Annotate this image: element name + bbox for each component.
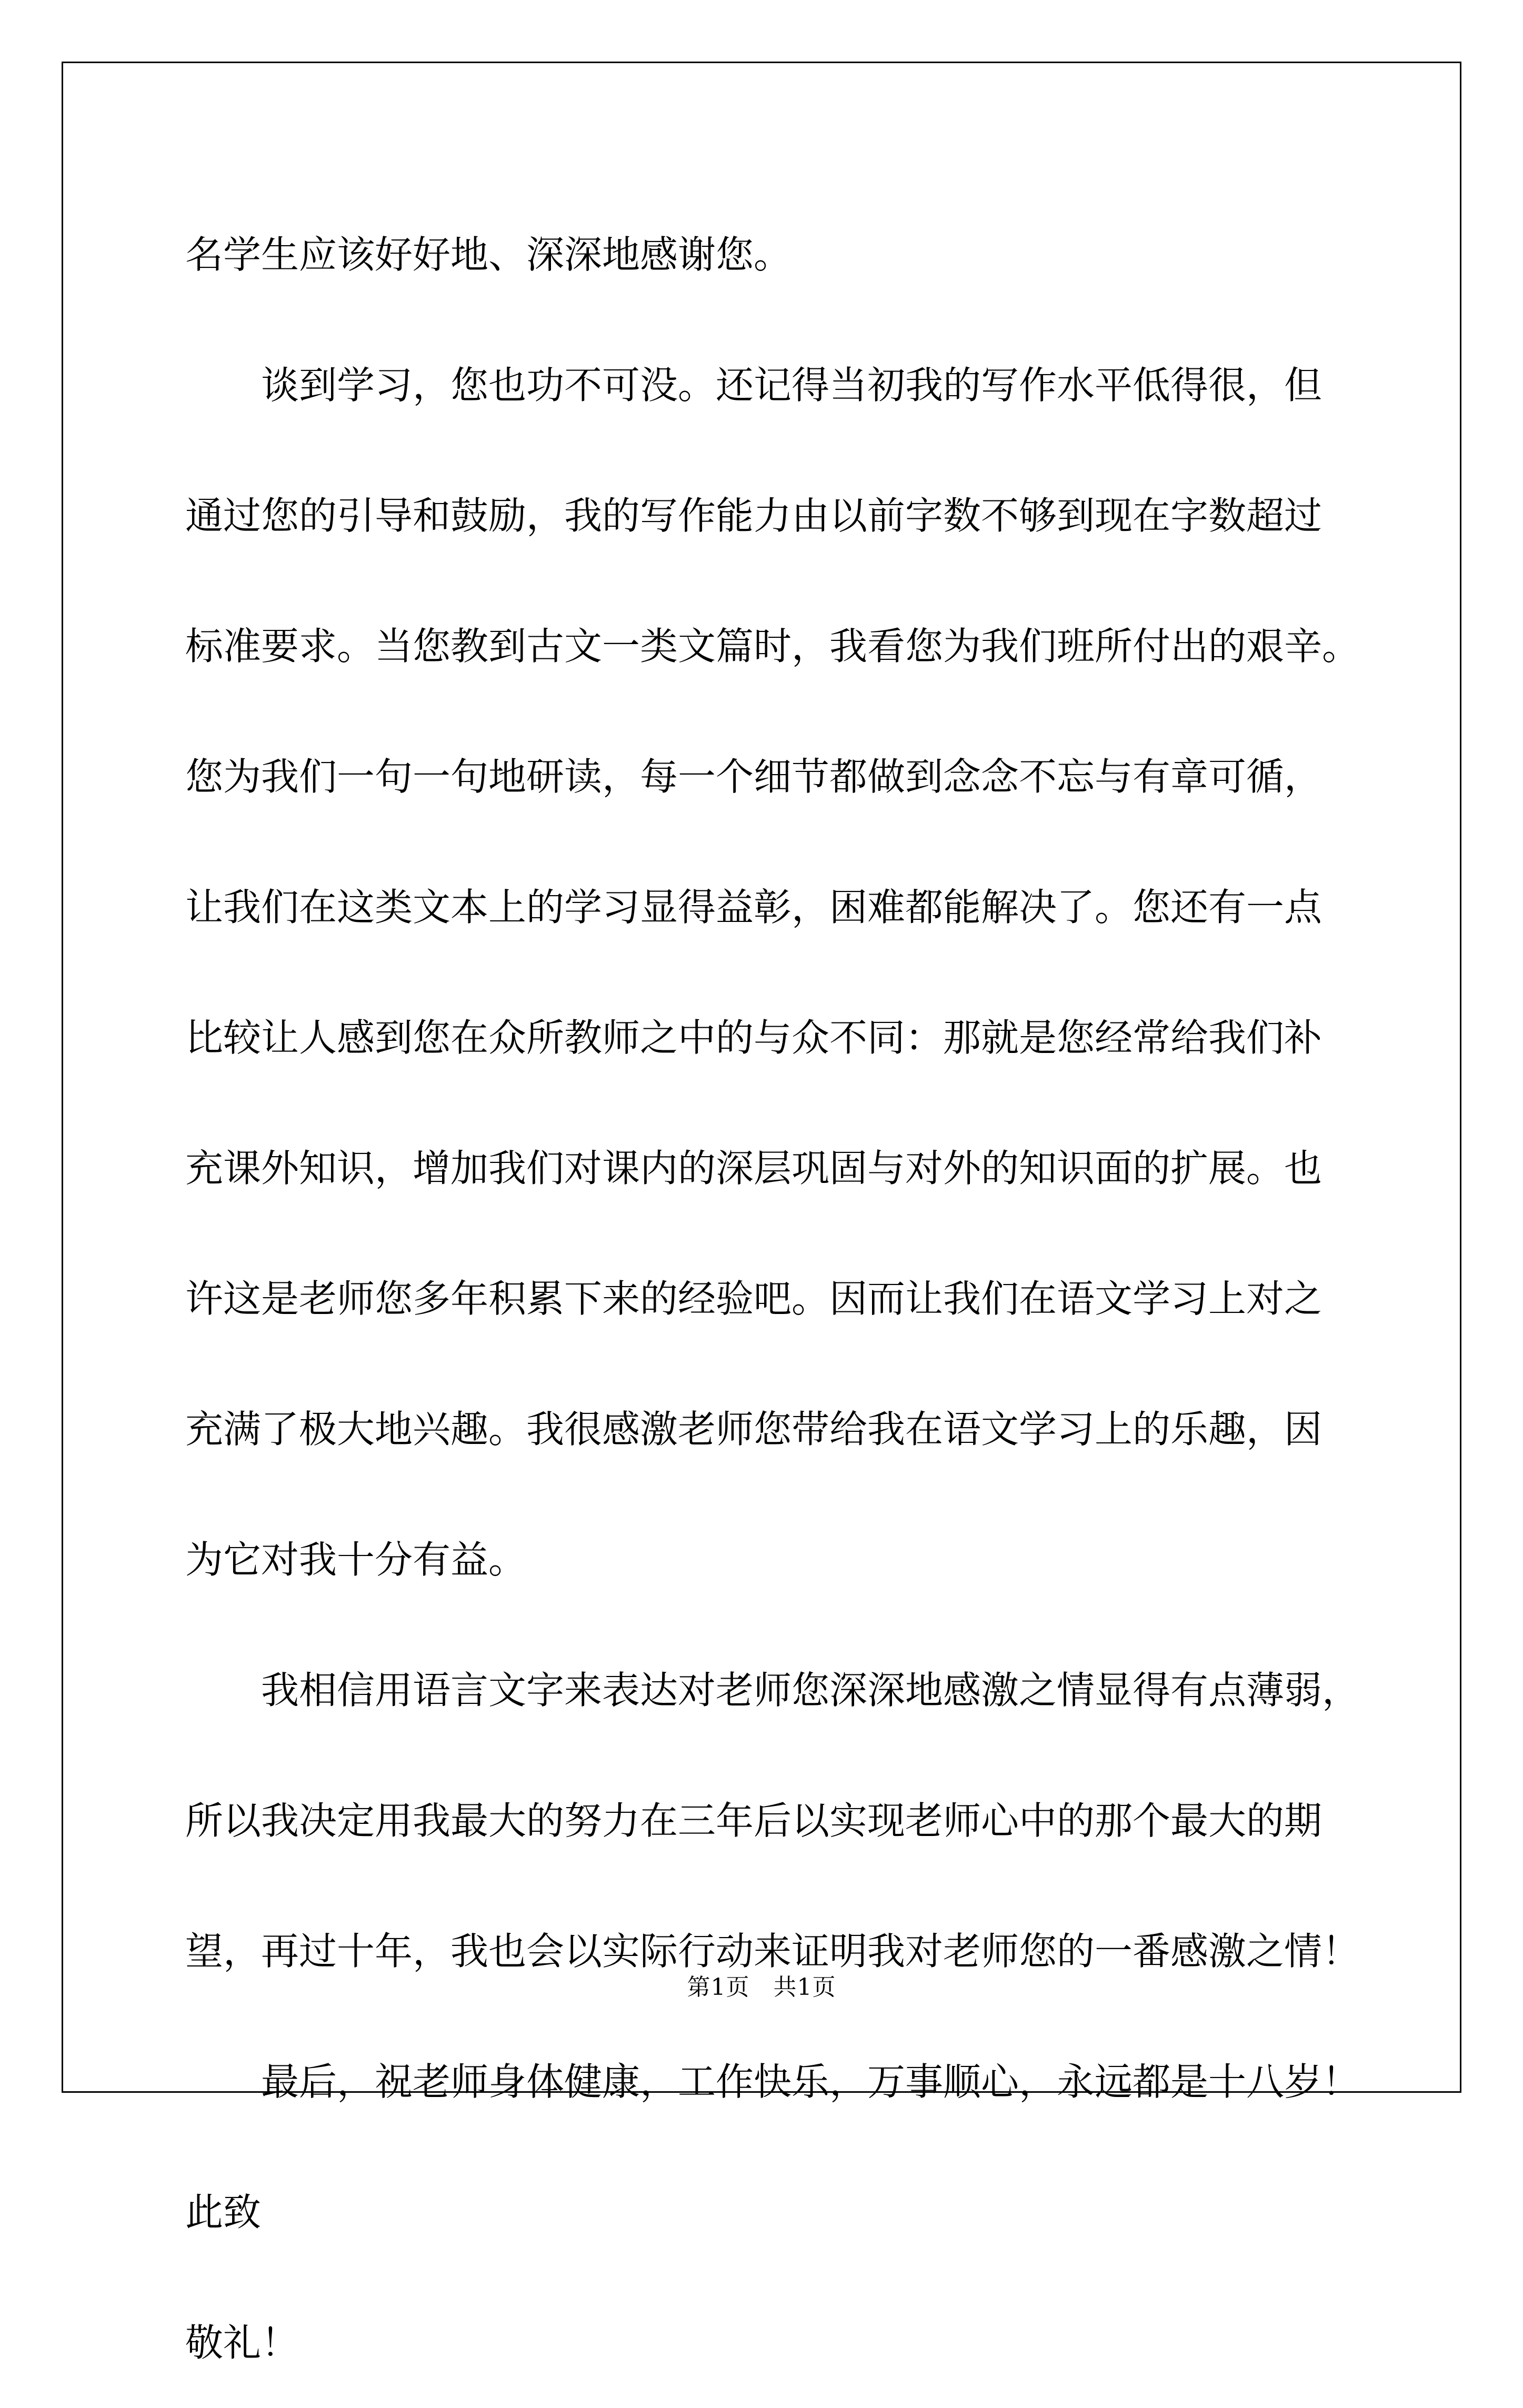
closing-regards: 敬礼！ <box>185 2321 299 2365</box>
text-line: 充课外知识，增加我们对课内的深层巩固与对外的知识面的扩展。也 <box>185 1146 1322 1190</box>
text-line: 望，再过十年，我也会以实际行动来证明我对老师您的一番感激之情！ <box>185 1929 1360 1973</box>
text-line: 谈到学习，您也功不可没。还记得当初我的写作水平低得很，但 <box>261 363 1322 407</box>
closing-salutation: 此致 <box>185 2190 262 2234</box>
letter-body <box>185 189 1360 2408</box>
text-line: 充满了极大地兴趣。我很感激老师您带给我在语文学习上的乐趣，因 <box>185 1407 1322 1451</box>
text-line: 标准要求。当您教到古文一类文篇时，我看您为我们班所付出的艰辛。 <box>185 624 1360 668</box>
text-line: 您为我们一句一句地研读，每一个细节都做到念念不忘与有章可循， <box>185 755 1322 799</box>
text-line: 所以我决定用我最大的努力在三年后以实现老师心中的那个最大的期 <box>185 1799 1322 1843</box>
text-line: 让我们在这类文本上的学习显得益彰，困难都能解决了。您还有一点 <box>185 885 1322 929</box>
text-line: 为它对我十分有益。 <box>185 1538 527 1582</box>
text-line: 名学生应该好好地、深深地感谢您。 <box>185 233 792 277</box>
text-line: 最后，祝老师身体健康，工作快乐，万事顺心，永远都是十八岁！ <box>261 2060 1360 2104</box>
text-line: 许这是老师您多年积累下来的经验吧。因而让我们在语文学习上对之 <box>185 1277 1322 1321</box>
page-number-footer: 第1页 共1页 <box>687 1974 836 2001</box>
text-line: 比较让人感到您在众所教师之中的与众不同：那就是您经常给我们补 <box>185 1016 1322 1060</box>
text-line: 通过您的引导和鼓励，我的写作能力由以前字数不够到现在字数超过 <box>185 494 1322 538</box>
text-line: 我相信用语言文字来表达对老师您深深地感激之情显得有点薄弱， <box>261 1668 1360 1712</box>
